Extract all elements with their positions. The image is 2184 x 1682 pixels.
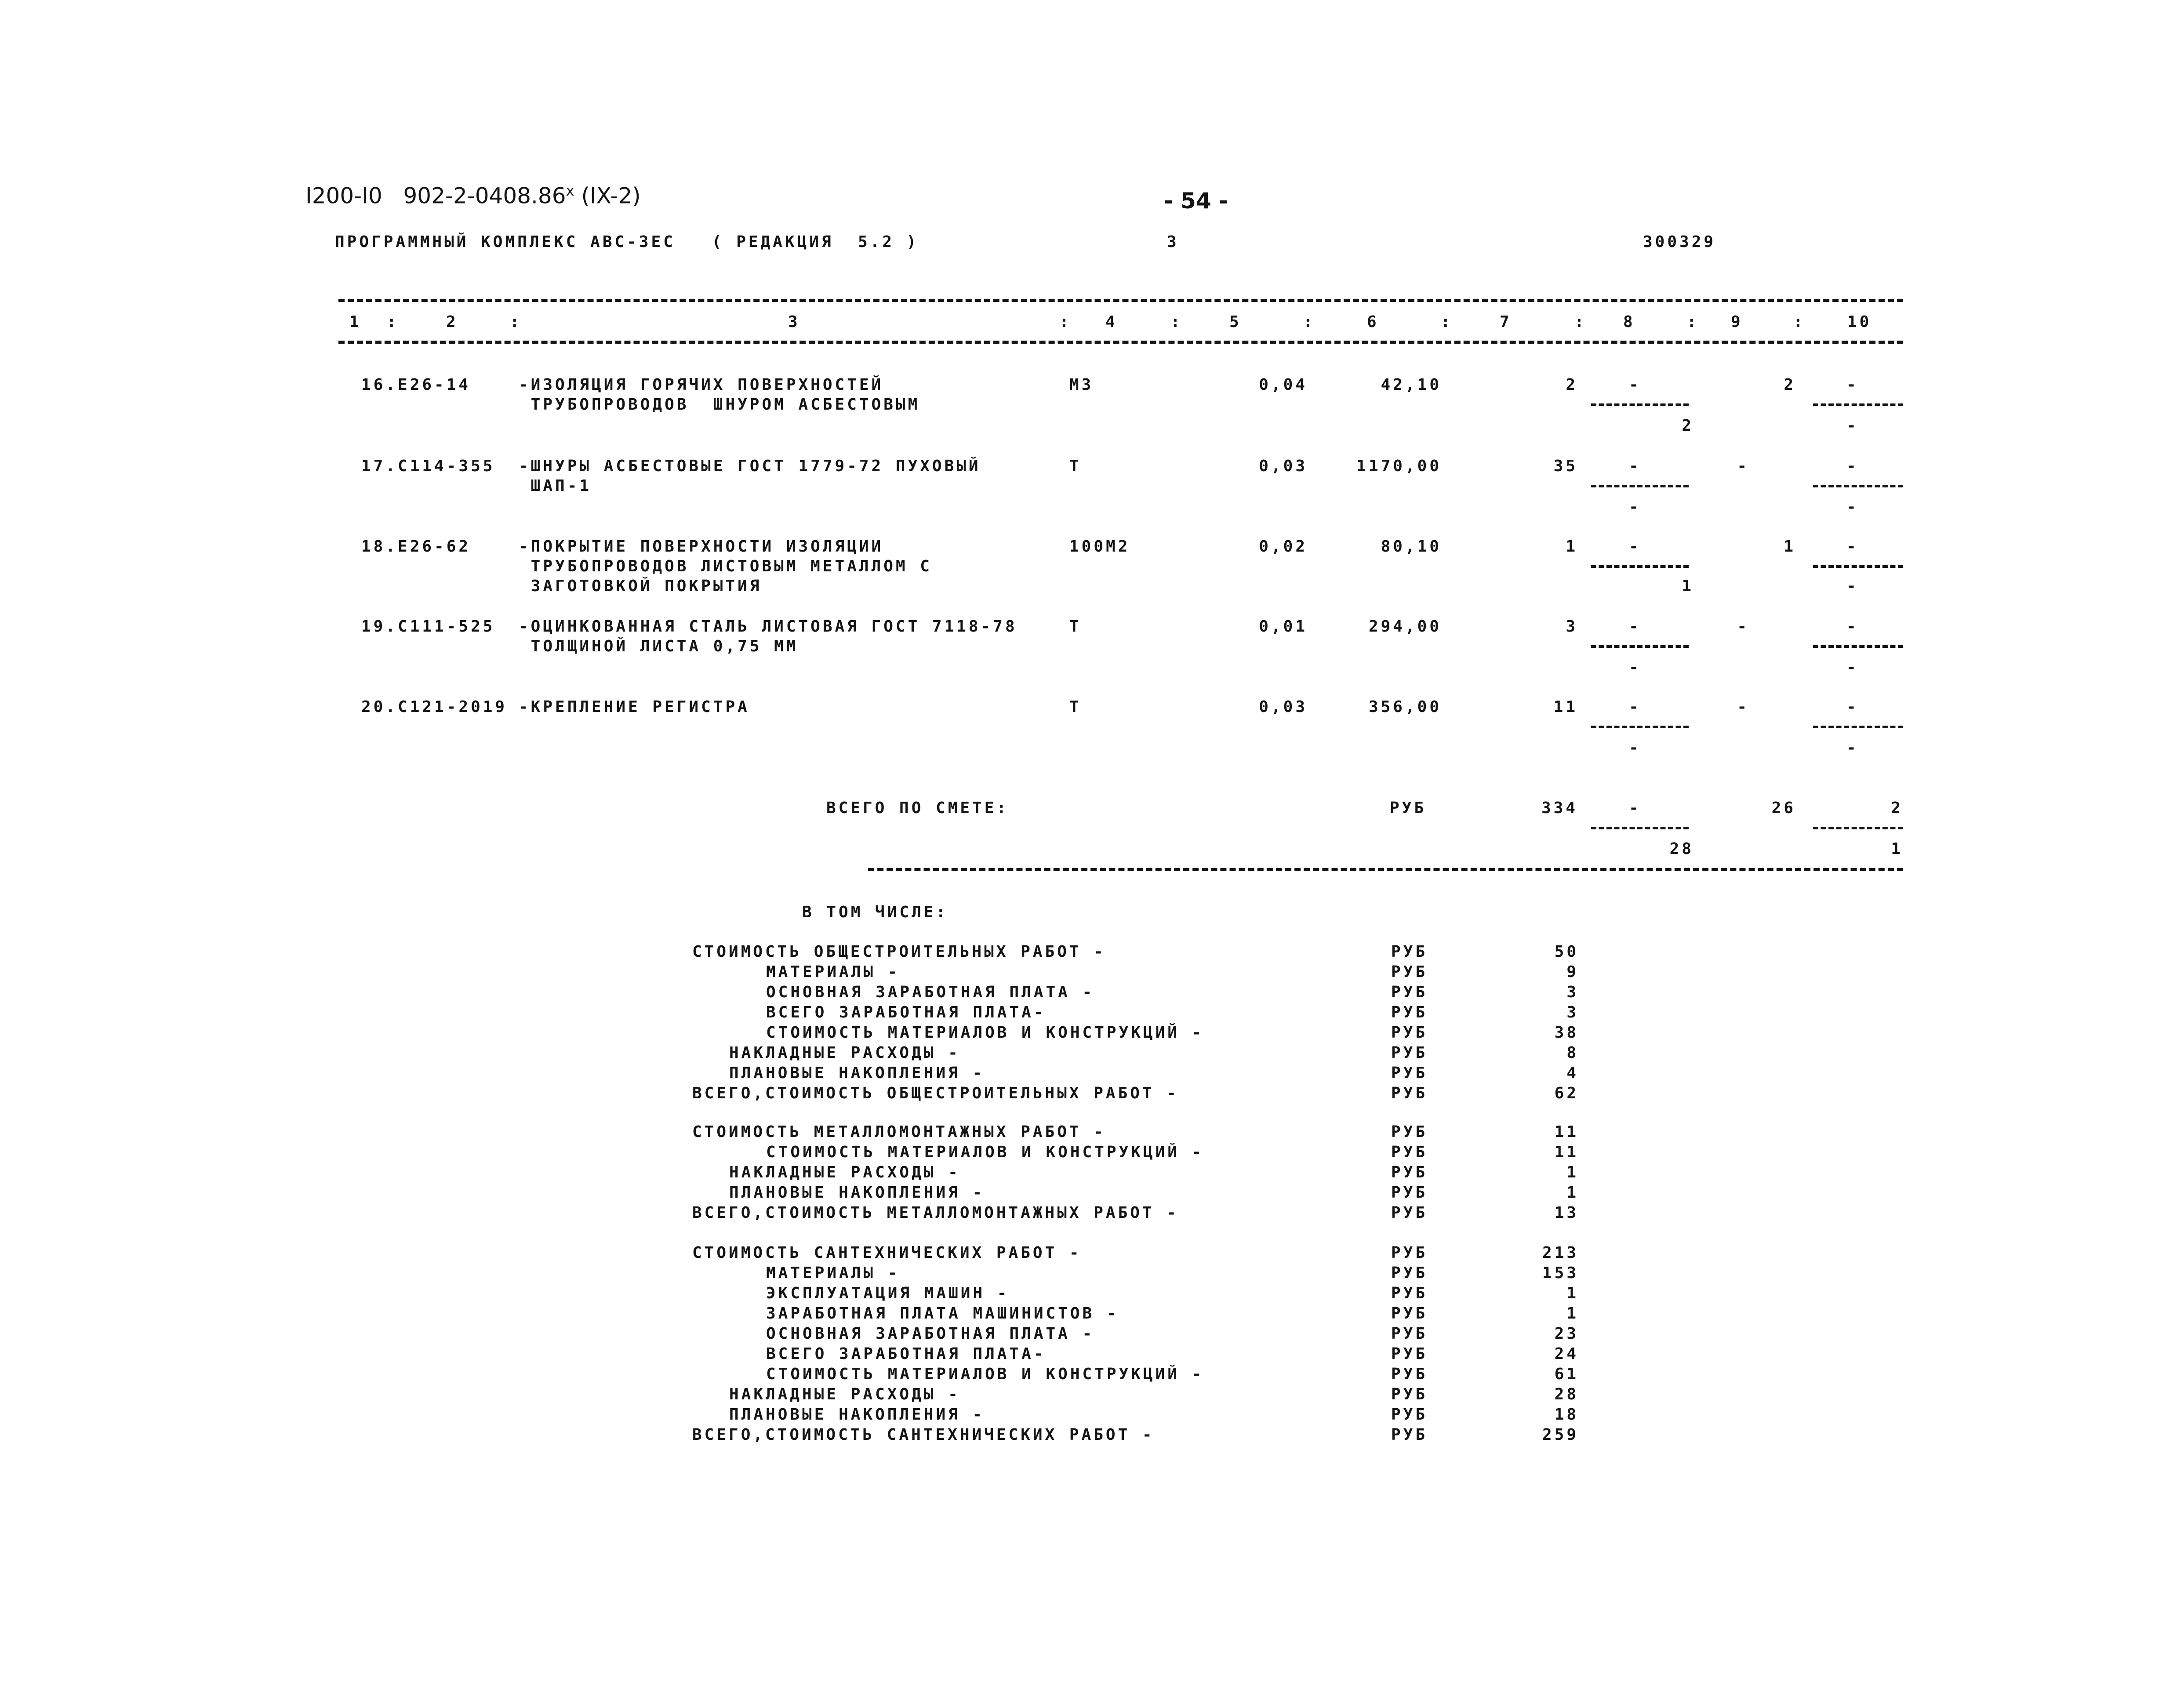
summary-line-unit: РУБ bbox=[1391, 1325, 1428, 1343]
summary-line-unit: РУБ bbox=[1391, 1345, 1428, 1363]
row-col8-rule bbox=[1591, 645, 1689, 648]
row-col8-top: - bbox=[1629, 538, 1641, 556]
summary-line-label: НАКЛАДНЫЕ РАСХОДЫ - bbox=[729, 1044, 960, 1062]
row-name-line: -ШНУРЫ АСБЕСТОВЫЕ ГОСТ 1779-72 ПУХОВЫЙ bbox=[519, 457, 981, 475]
col-header-4: 4 bbox=[1105, 313, 1118, 331]
col-separator: : bbox=[510, 313, 522, 331]
row-quantity: 0,01 bbox=[1259, 618, 1308, 636]
summary-line-unit: РУБ bbox=[1391, 943, 1428, 961]
summary-line-label: ВСЕГО ЗАРАБОТНАЯ ПЛАТА- bbox=[766, 1345, 1046, 1363]
summary-line-label: ОСНОВНАЯ ЗАРАБОТНАЯ ПЛАТА - bbox=[766, 1325, 1095, 1343]
summary-line-unit: РУБ bbox=[1391, 1143, 1428, 1161]
summary-line-label: ОСНОВНАЯ ЗАРАБОТНАЯ ПЛАТА - bbox=[766, 983, 1095, 1001]
row-name-line: ТРУБОПРОВОДОВ ШНУРОМ АСБЕСТОВЫМ bbox=[519, 396, 920, 414]
summary-line-value: 23 bbox=[1554, 1325, 1579, 1343]
summary-line-value: 213 bbox=[1542, 1244, 1579, 1262]
summary-line-value: 24 bbox=[1554, 1345, 1579, 1363]
summary-line-unit: РУБ bbox=[1391, 1184, 1428, 1202]
row-col8-bottom: - bbox=[1629, 739, 1641, 757]
row-col8-bottom: 1 bbox=[1682, 577, 1694, 595]
summary-line-label: ЭКСПЛУАТАЦИЯ МАШИН - bbox=[766, 1284, 1010, 1302]
summary-line-value: 1 bbox=[1566, 1163, 1579, 1181]
grand-total-col10-rule bbox=[1813, 827, 1903, 829]
document-code-tail: (IX-2) bbox=[574, 183, 641, 209]
row-unit: М3 bbox=[1069, 376, 1094, 394]
grand-total-col9: 26 bbox=[1771, 799, 1796, 817]
summary-line-unit: РУБ bbox=[1391, 1024, 1428, 1042]
summary-line-label: МАТЕРИАЛЫ - bbox=[766, 1264, 900, 1282]
summary-line-label: СТОИМОСТЬ МАТЕРИАЛОВ И КОНСТРУКЦИЙ - bbox=[766, 1143, 1204, 1161]
col-header-2: 2 bbox=[446, 313, 458, 331]
summary-line-unit: РУБ bbox=[1391, 1426, 1428, 1444]
summary-line-unit: РУБ bbox=[1391, 1284, 1428, 1302]
row-quantity: 0,03 bbox=[1259, 457, 1308, 475]
col-header-10: 10 bbox=[1847, 313, 1872, 331]
row-unit: Т bbox=[1069, 457, 1082, 475]
row-unit-price: 42,10 bbox=[1381, 376, 1442, 394]
row-col10-top: - bbox=[1846, 376, 1859, 394]
row-col10-rule bbox=[1813, 485, 1903, 487]
row-code: 18.Е26-62 bbox=[361, 538, 471, 556]
row-col9: 1 bbox=[1784, 538, 1796, 556]
summary-line-value: 61 bbox=[1554, 1365, 1579, 1383]
summary-line-value: 8 bbox=[1566, 1044, 1579, 1062]
summary-line-value: 4 bbox=[1566, 1064, 1579, 1082]
summary-line-unit: РУБ bbox=[1391, 1204, 1428, 1222]
summary-line-unit: РУБ bbox=[1391, 1084, 1428, 1102]
row-total: 3 bbox=[1566, 618, 1578, 636]
summary-line-value: 11 bbox=[1554, 1123, 1579, 1141]
row-col10-top: - bbox=[1846, 698, 1859, 716]
row-col8-top: - bbox=[1629, 698, 1641, 716]
summary-line-unit: РУБ bbox=[1391, 1044, 1428, 1062]
col-separator: : bbox=[1303, 313, 1315, 331]
summary-line-label: ВСЕГО ЗАРАБОТНАЯ ПЛАТА- bbox=[766, 1003, 1046, 1021]
summary-line-unit: РУБ bbox=[1391, 1244, 1428, 1262]
summary-line-label: ПЛАНОВЫЕ НАКОПЛЕНИЯ - bbox=[729, 1064, 985, 1082]
summary-line-unit: РУБ bbox=[1391, 1264, 1428, 1282]
row-quantity: 0,03 bbox=[1259, 698, 1308, 716]
row-unit: Т bbox=[1069, 698, 1082, 716]
summary-line-label: НАКЛАДНЫЕ РАСХОДЫ - bbox=[729, 1163, 960, 1181]
summary-line-label: ВСЕГО,СТОИМОСТЬ ОБЩЕСТРОИТЕЛЬНЫХ РАБОТ - bbox=[692, 1084, 1179, 1102]
row-col10-bottom: - bbox=[1846, 577, 1859, 595]
summary-line-value: 28 bbox=[1554, 1385, 1579, 1403]
including-label: В ТОМ ЧИСЛЕ: bbox=[802, 903, 948, 921]
row-col10-top: - bbox=[1846, 618, 1859, 636]
grand-total-col10-top: 2 bbox=[1891, 799, 1903, 817]
summary-line-value: 1 bbox=[1566, 1284, 1579, 1302]
row-name-line: ШАП-1 bbox=[519, 477, 592, 495]
row-name-line: ТРУБОПРОВОДОВ ЛИСТОВЫМ МЕТАЛЛОМ С bbox=[519, 557, 932, 575]
summary-line-unit: РУБ bbox=[1391, 1304, 1428, 1322]
row-col10-rule bbox=[1813, 645, 1903, 648]
col-separator: : bbox=[1793, 313, 1806, 331]
row-total: 11 bbox=[1553, 698, 1578, 716]
document-code-superscript: x bbox=[566, 182, 574, 199]
summary-line-label: СТОИМОСТЬ МАТЕРИАЛОВ И КОНСТРУКЦИЙ - bbox=[766, 1024, 1204, 1042]
summary-line-label: ПЛАНОВЫЕ НАКОПЛЕНИЯ - bbox=[729, 1184, 985, 1202]
summary-line-unit: РУБ bbox=[1391, 983, 1428, 1001]
summary-line-value: 153 bbox=[1542, 1264, 1579, 1282]
row-col10-bottom: - bbox=[1846, 498, 1859, 516]
summary-line-label: ВСЕГО,СТОИМОСТЬ САНТЕХНИЧЕСКИХ РАБОТ - bbox=[692, 1426, 1155, 1444]
summary-line-label: СТОИМОСТЬ ОБЩЕСТРОИТЕЛЬНЫХ РАБОТ - bbox=[692, 943, 1106, 961]
row-code: 16.Е26-14 bbox=[361, 376, 471, 394]
row-name-line: ЗАГОТОВКОЙ ПОКРЫТИЯ bbox=[519, 577, 762, 595]
row-col10-bottom: - bbox=[1846, 658, 1859, 676]
col-separator: : bbox=[387, 313, 399, 331]
col-separator: : bbox=[1441, 313, 1453, 331]
summary-line-label: ПЛАНОВЫЕ НАКОПЛЕНИЯ - bbox=[729, 1406, 985, 1424]
row-col9: - bbox=[1737, 618, 1749, 636]
row-unit-price: 356,00 bbox=[1368, 698, 1442, 716]
grand-total-col8-bottom: 28 bbox=[1669, 840, 1694, 858]
row-name-line: ТОЛЩИНОЙ ЛИСТА 0,75 ММ bbox=[519, 637, 799, 655]
summary-line-label: СТОИМОСТЬ МАТЕРИАЛОВ И КОНСТРУКЦИЙ - bbox=[766, 1365, 1204, 1383]
grand-total-unit: РУБ bbox=[1390, 799, 1427, 817]
document-number: 300329 bbox=[1643, 233, 1716, 251]
row-code: 17.С114-355 bbox=[361, 457, 495, 475]
row-unit: 100М2 bbox=[1069, 538, 1130, 556]
summary-line-value: 50 bbox=[1554, 943, 1579, 961]
row-name-line: -ОЦИНКОВАННАЯ СТАЛЬ ЛИСТОВАЯ ГОСТ 7118-78 bbox=[519, 618, 1018, 636]
summary-line-unit: РУБ bbox=[1391, 1385, 1428, 1403]
row-col8-rule bbox=[1591, 403, 1689, 406]
col-header-5: 5 bbox=[1229, 313, 1242, 331]
row-total: 2 bbox=[1566, 376, 1578, 394]
summary-line-value: 3 bbox=[1566, 1003, 1579, 1021]
row-col8-top: - bbox=[1629, 376, 1641, 394]
row-col8-bottom: - bbox=[1629, 658, 1641, 676]
row-col9: - bbox=[1737, 698, 1749, 716]
col-header-6: 6 bbox=[1367, 313, 1379, 331]
summary-line-label: МАТЕРИАЛЫ - bbox=[766, 963, 900, 981]
row-col10-rule bbox=[1813, 403, 1903, 406]
row-quantity: 0,04 bbox=[1259, 376, 1308, 394]
row-col10-rule bbox=[1813, 565, 1903, 568]
summary-line-value: 1 bbox=[1566, 1184, 1579, 1202]
row-col10-top: - bbox=[1846, 538, 1859, 556]
col-separator: : bbox=[1059, 313, 1072, 331]
summary-line-value: 3 bbox=[1566, 983, 1579, 1001]
section-number: 3 bbox=[1167, 233, 1179, 251]
row-name-line: -КРЕПЛЕНИЕ РЕГИСТРА bbox=[519, 698, 750, 716]
grand-total-col8-rule bbox=[1591, 827, 1689, 829]
summary-line-value: 9 bbox=[1566, 963, 1579, 981]
row-col8-top: - bbox=[1629, 618, 1641, 636]
col-header-8: 8 bbox=[1623, 313, 1635, 331]
row-unit-price: 1170,00 bbox=[1356, 457, 1442, 475]
summary-line-value: 1 bbox=[1566, 1304, 1579, 1322]
summary-line-label: СТОИМОСТЬ САНТЕХНИЧЕСКИХ РАБОТ - bbox=[692, 1244, 1082, 1262]
summary-line-label: НАКЛАДНЫЕ РАСХОДЫ - bbox=[729, 1385, 960, 1403]
summary-line-value: 18 bbox=[1554, 1406, 1579, 1424]
summary-line-value: 259 bbox=[1542, 1426, 1579, 1444]
row-col8-bottom: - bbox=[1629, 498, 1641, 516]
grand-total-col10-bottom: 1 bbox=[1891, 840, 1903, 858]
summary-line-value: 62 bbox=[1554, 1084, 1579, 1102]
page-number: - 54 - bbox=[1164, 188, 1228, 214]
col-header-1: 1 bbox=[349, 313, 362, 331]
row-unit: Т bbox=[1069, 618, 1082, 636]
program-title: ПРОГРАММНЫЙ КОМПЛЕКС АВС-3ЕС ( РЕДАКЦИЯ 5.2 ) bbox=[335, 233, 919, 251]
row-code: 19.С111-525 bbox=[361, 618, 495, 636]
col-separator: : bbox=[1170, 313, 1183, 331]
row-col8-rule bbox=[1591, 726, 1689, 728]
row-col10-top: - bbox=[1846, 457, 1859, 475]
summary-line-label: СТОИМОСТЬ МЕТАЛЛОМОНТАЖНЫХ РАБОТ - bbox=[692, 1123, 1106, 1141]
row-unit-price: 294,00 bbox=[1368, 618, 1442, 636]
row-col9: 2 bbox=[1784, 376, 1796, 394]
row-col10-bottom: - bbox=[1846, 417, 1859, 435]
col-header-9: 9 bbox=[1731, 313, 1743, 331]
grand-total-label: ВСЕГО ПО СМЕТЕ: bbox=[826, 799, 1009, 817]
document-code bbox=[305, 182, 641, 209]
row-col9: - bbox=[1737, 457, 1749, 475]
total-bottom-rule bbox=[868, 868, 1903, 871]
row-col8-top: - bbox=[1629, 457, 1641, 475]
header-bottom-rule bbox=[338, 341, 1903, 344]
summary-line-value: 38 bbox=[1554, 1024, 1579, 1042]
grand-total-value: 334 bbox=[1541, 799, 1578, 817]
summary-line-unit: РУБ bbox=[1391, 1406, 1428, 1424]
summary-line-value: 13 bbox=[1554, 1204, 1579, 1222]
table-top-rule bbox=[338, 299, 1903, 302]
row-quantity: 0,02 bbox=[1259, 538, 1308, 556]
col-header-7: 7 bbox=[1500, 313, 1512, 331]
summary-line-label: ЗАРАБОТНАЯ ПЛАТА МАШИНИСТОВ - bbox=[766, 1304, 1119, 1322]
col-header-3: 3 bbox=[788, 313, 800, 331]
row-col10-bottom: - bbox=[1846, 739, 1859, 757]
row-code: 20.С121-2019 bbox=[361, 698, 508, 716]
summary-line-unit: РУБ bbox=[1391, 1003, 1428, 1021]
row-col8-rule bbox=[1591, 565, 1689, 568]
row-unit-price: 80,10 bbox=[1381, 538, 1442, 556]
summary-line-unit: РУБ bbox=[1391, 1163, 1428, 1181]
row-name-line: -ПОКРЫТИЕ ПОВЕРХНОСТИ ИЗОЛЯЦИИ bbox=[519, 538, 884, 556]
summary-line-unit: РУБ bbox=[1391, 1365, 1428, 1383]
row-total: 35 bbox=[1553, 457, 1578, 475]
row-col10-rule bbox=[1813, 726, 1903, 728]
document-code-main: I200-I0 902-2-0408.86 bbox=[305, 183, 566, 209]
summary-line-unit: РУБ bbox=[1391, 1064, 1428, 1082]
row-total: 1 bbox=[1566, 538, 1578, 556]
summary-line-unit: РУБ bbox=[1391, 1123, 1428, 1141]
row-col8-rule bbox=[1591, 485, 1689, 487]
row-col8-bottom: 2 bbox=[1682, 417, 1694, 435]
summary-line-label: ВСЕГО,СТОИМОСТЬ МЕТАЛЛОМОНТАЖНЫХ РАБОТ - bbox=[692, 1204, 1179, 1222]
summary-line-value: 11 bbox=[1554, 1143, 1579, 1161]
col-separator: : bbox=[1687, 313, 1699, 331]
grand-total-col8-top: - bbox=[1629, 799, 1641, 817]
row-name-line: -ИЗОЛЯЦИЯ ГОРЯЧИХ ПОВЕРХНОСТЕЙ bbox=[519, 376, 884, 394]
summary-line-unit: РУБ bbox=[1391, 963, 1428, 981]
col-separator: : bbox=[1574, 313, 1587, 331]
